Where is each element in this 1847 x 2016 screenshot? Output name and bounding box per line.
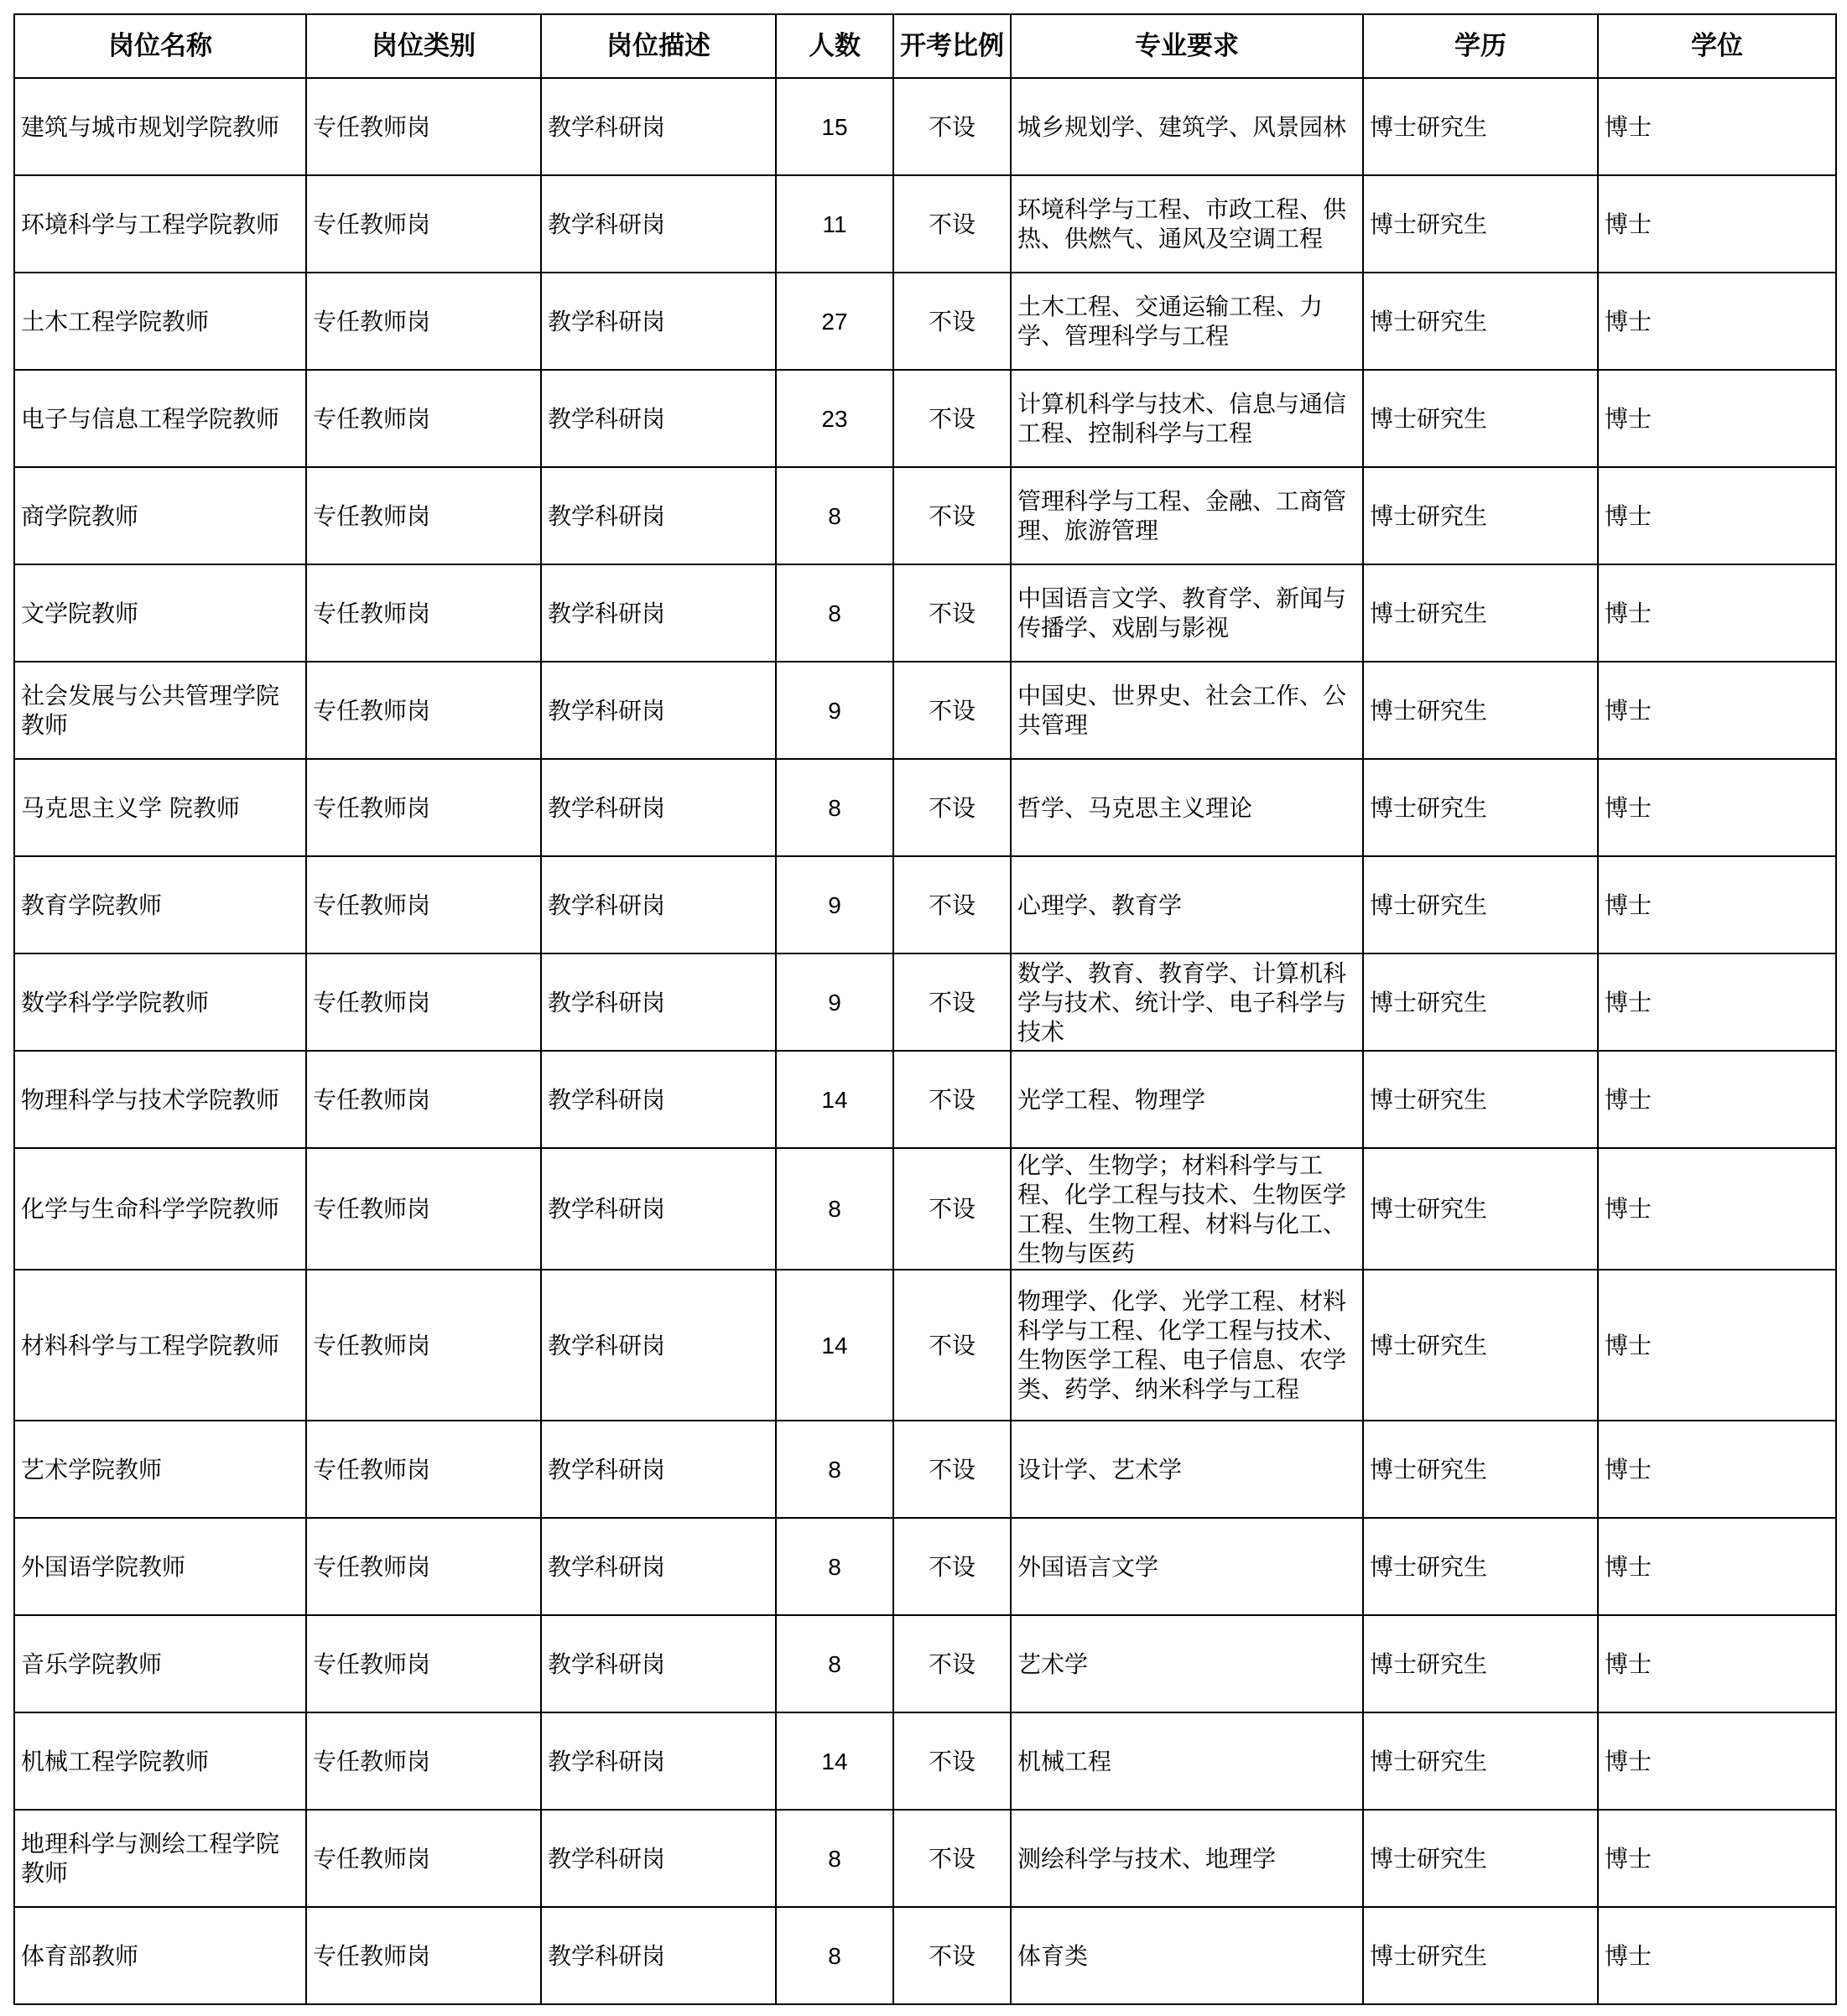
cell-position-name: 商学院教师 [14,467,306,564]
cell-position-description: 教学科研岗 [541,1518,776,1615]
cell-position-description: 教学科研岗 [541,1907,776,2004]
cell-position-name: 教育学院教师 [14,856,306,953]
cell-education: 博士研究生 [1363,564,1598,662]
cell-major-requirement: 哲学、马克思主义理论 [1011,759,1363,856]
cell-position-description: 教学科研岗 [541,1810,776,1907]
table-row [14,1907,1836,2004]
cell-education: 博士研究生 [1363,1270,1598,1421]
cell-position-name: 马克思主义学 院教师 [14,759,306,856]
cell-degree: 博士 [1598,1270,1836,1421]
cell-education: 博士研究生 [1363,662,1598,759]
cell-education: 博士研究生 [1363,467,1598,564]
header-position-category: 岗位类别 [306,14,541,78]
cell-position-category: 专任教师岗 [306,953,541,1051]
cell-position-description: 教学科研岗 [541,759,776,856]
table-row [14,1148,1836,1270]
cell-degree: 博士 [1598,467,1836,564]
cell-position-description: 教学科研岗 [541,953,776,1051]
cell-degree: 博士 [1598,1148,1836,1270]
cell-exam-ratio: 不设 [893,1421,1011,1518]
table-row [14,564,1836,662]
cell-position-name: 外国语学院教师 [14,1518,306,1615]
table-row [14,175,1836,273]
table-row [14,1518,1836,1615]
cell-position-name: 环境科学与工程学院教师 [14,175,306,273]
cell-position-name: 文学院教师 [14,564,306,662]
table-row [14,1270,1836,1421]
cell-position-category: 专任教师岗 [306,662,541,759]
cell-position-category: 专任教师岗 [306,1270,541,1421]
cell-position-description: 教学科研岗 [541,467,776,564]
table-row [14,953,1836,1051]
cell-headcount: 23 [776,370,893,467]
cell-education: 博士研究生 [1363,1907,1598,2004]
cell-exam-ratio: 不设 [893,1712,1011,1810]
cell-degree: 博士 [1598,175,1836,273]
header-degree: 学位 [1598,14,1836,78]
cell-headcount: 9 [776,662,893,759]
cell-headcount: 8 [776,1615,893,1712]
cell-education: 博士研究生 [1363,175,1598,273]
cell-education: 博士研究生 [1363,856,1598,953]
cell-exam-ratio: 不设 [893,1051,1011,1148]
header-position-description: 岗位描述 [541,14,776,78]
table-row [14,662,1836,759]
cell-headcount: 15 [776,78,893,175]
cell-major-requirement: 艺术学 [1011,1615,1363,1712]
cell-exam-ratio: 不设 [893,564,1011,662]
cell-major-requirement: 土木工程、交通运输工程、力学、管理科学与工程 [1011,273,1363,370]
header-exam-ratio: 开考比例 [893,14,1011,78]
cell-position-description: 教学科研岗 [541,856,776,953]
cell-position-category: 专任教师岗 [306,467,541,564]
cell-major-requirement: 设计学、艺术学 [1011,1421,1363,1518]
cell-position-name: 数学科学学院教师 [14,953,306,1051]
cell-position-name: 建筑与城市规划学院教师 [14,78,306,175]
cell-major-requirement: 心理学、教育学 [1011,856,1363,953]
table-row [14,1051,1836,1148]
cell-position-name: 社会发展与公共管理学院教师 [14,662,306,759]
cell-position-category: 专任教师岗 [306,1051,541,1148]
cell-position-description: 教学科研岗 [541,1051,776,1148]
cell-education: 博士研究生 [1363,1518,1598,1615]
table-row [14,1712,1836,1810]
cell-exam-ratio: 不设 [893,370,1011,467]
cell-headcount: 8 [776,1907,893,2004]
cell-position-name: 材料科学与工程学院教师 [14,1270,306,1421]
cell-position-category: 专任教师岗 [306,856,541,953]
cell-degree: 博士 [1598,1421,1836,1518]
cell-degree: 博士 [1598,1615,1836,1712]
cell-position-category: 专任教师岗 [306,1810,541,1907]
cell-major-requirement: 管理科学与工程、金融、工商管理、旅游管理 [1011,467,1363,564]
header-major-requirement: 专业要求 [1011,14,1363,78]
cell-position-description: 教学科研岗 [541,1148,776,1270]
cell-position-name: 电子与信息工程学院教师 [14,370,306,467]
cell-position-name: 机械工程学院教师 [14,1712,306,1810]
cell-degree: 博士 [1598,856,1836,953]
cell-position-description: 教学科研岗 [541,564,776,662]
table-row [14,78,1836,175]
cell-major-requirement: 城乡规划学、建筑学、风景园林 [1011,78,1363,175]
cell-headcount: 8 [776,1518,893,1615]
header-headcount: 人数 [776,14,893,78]
cell-position-category: 专任教师岗 [306,1148,541,1270]
table-row [14,1810,1836,1907]
cell-major-requirement: 机械工程 [1011,1712,1363,1810]
cell-education: 博士研究生 [1363,759,1598,856]
cell-education: 博士研究生 [1363,1421,1598,1518]
cell-degree: 博士 [1598,78,1836,175]
cell-position-category: 专任教师岗 [306,564,541,662]
cell-major-requirement: 数学、教育、教育学、计算机科学与技术、统计学、电子科学与技术 [1011,953,1363,1051]
cell-headcount: 14 [776,1051,893,1148]
cell-exam-ratio: 不设 [893,759,1011,856]
cell-position-category: 专任教师岗 [306,78,541,175]
cell-education: 博士研究生 [1363,1615,1598,1712]
cell-position-category: 专任教师岗 [306,1421,541,1518]
table-row [14,273,1836,370]
cell-degree: 博士 [1598,1051,1836,1148]
cell-education: 博士研究生 [1363,1712,1598,1810]
cell-headcount: 11 [776,175,893,273]
cell-exam-ratio: 不设 [893,856,1011,953]
cell-exam-ratio: 不设 [893,1270,1011,1421]
cell-headcount: 27 [776,273,893,370]
cell-major-requirement: 物理学、化学、光学工程、材料科学与工程、化学工程与技术、生物医学工程、电子信息、农学类、药学、纳米科学与工程 [1011,1270,1363,1421]
cell-headcount: 8 [776,467,893,564]
cell-education: 博士研究生 [1363,1051,1598,1148]
cell-major-requirement: 外国语言文学 [1011,1518,1363,1615]
table-row [14,759,1836,856]
header-position-name: 岗位名称 [14,14,306,78]
cell-position-description: 教学科研岗 [541,1421,776,1518]
cell-position-name: 土木工程学院教师 [14,273,306,370]
cell-degree: 博士 [1598,1712,1836,1810]
cell-headcount: 9 [776,953,893,1051]
cell-position-description: 教学科研岗 [541,273,776,370]
cell-position-category: 专任教师岗 [306,1518,541,1615]
cell-position-name: 艺术学院教师 [14,1421,306,1518]
table-row [14,370,1836,467]
cell-position-name: 化学与生命科学学院教师 [14,1148,306,1270]
cell-major-requirement: 环境科学与工程、市政工程、供热、供燃气、通风及空调工程 [1011,175,1363,273]
cell-exam-ratio: 不设 [893,953,1011,1051]
cell-headcount: 8 [776,1810,893,1907]
cell-position-name: 物理科学与技术学院教师 [14,1051,306,1148]
cell-exam-ratio: 不设 [893,273,1011,370]
cell-position-category: 专任教师岗 [306,1712,541,1810]
cell-exam-ratio: 不设 [893,78,1011,175]
cell-position-category: 专任教师岗 [306,175,541,273]
cell-position-name: 地理科学与测绘工程学院教师 [14,1810,306,1907]
cell-position-category: 专任教师岗 [306,1615,541,1712]
cell-exam-ratio: 不设 [893,467,1011,564]
cell-education: 博士研究生 [1363,370,1598,467]
cell-headcount: 9 [776,856,893,953]
cell-degree: 博士 [1598,1810,1836,1907]
table-row [14,1421,1836,1518]
cell-exam-ratio: 不设 [893,1907,1011,2004]
cell-degree: 博士 [1598,1907,1836,2004]
cell-headcount: 8 [776,564,893,662]
cell-exam-ratio: 不设 [893,1810,1011,1907]
cell-position-name: 体育部教师 [14,1907,306,2004]
cell-education: 博士研究生 [1363,1148,1598,1270]
cell-major-requirement: 体育类 [1011,1907,1363,2004]
table-row [14,856,1836,953]
table-row [14,1615,1836,1712]
cell-headcount: 8 [776,1148,893,1270]
cell-major-requirement: 中国语言文学、教育学、新闻与传播学、戏剧与影视 [1011,564,1363,662]
cell-education: 博士研究生 [1363,953,1598,1051]
cell-headcount: 8 [776,1421,893,1518]
cell-position-description: 教学科研岗 [541,175,776,273]
cell-degree: 博士 [1598,1518,1836,1615]
cell-degree: 博士 [1598,953,1836,1051]
cell-exam-ratio: 不设 [893,175,1011,273]
cell-headcount: 14 [776,1270,893,1421]
cell-position-category: 专任教师岗 [306,759,541,856]
cell-education: 博士研究生 [1363,273,1598,370]
cell-position-description: 教学科研岗 [541,1712,776,1810]
cell-position-description: 教学科研岗 [541,1615,776,1712]
cell-degree: 博士 [1598,273,1836,370]
table-body [14,78,1836,2004]
cell-headcount: 8 [776,759,893,856]
cell-position-description: 教学科研岗 [541,1270,776,1421]
cell-education: 博士研究生 [1363,78,1598,175]
cell-position-description: 教学科研岗 [541,78,776,175]
header-education: 学历 [1363,14,1598,78]
cell-degree: 博士 [1598,564,1836,662]
cell-major-requirement: 测绘科学与技术、地理学 [1011,1810,1363,1907]
table-row [14,467,1836,564]
cell-degree: 博士 [1598,759,1836,856]
cell-exam-ratio: 不设 [893,662,1011,759]
cell-position-category: 专任教师岗 [306,1907,541,2004]
cell-major-requirement: 光学工程、物理学 [1011,1051,1363,1148]
cell-position-description: 教学科研岗 [541,370,776,467]
table-header-row [14,14,1836,78]
cell-position-name: 音乐学院教师 [14,1615,306,1712]
cell-degree: 博士 [1598,662,1836,759]
cell-position-category: 专任教师岗 [306,370,541,467]
cell-major-requirement: 计算机科学与技术、信息与通信工程、控制科学与工程 [1011,370,1363,467]
cell-major-requirement: 中国史、世界史、社会工作、公共管理 [1011,662,1363,759]
cell-exam-ratio: 不设 [893,1518,1011,1615]
cell-exam-ratio: 不设 [893,1615,1011,1712]
cell-education: 博士研究生 [1363,1810,1598,1907]
cell-exam-ratio: 不设 [893,1148,1011,1270]
cell-position-description: 教学科研岗 [541,662,776,759]
cell-major-requirement: 化学、生物学；材料科学与工程、化学工程与技术、生物医学工程、生物工程、材料与化工、生物与医药 [1011,1148,1363,1270]
cell-position-category: 专任教师岗 [306,273,541,370]
cell-headcount: 14 [776,1712,893,1810]
job-positions-table [13,13,1837,2005]
cell-degree: 博士 [1598,370,1836,467]
